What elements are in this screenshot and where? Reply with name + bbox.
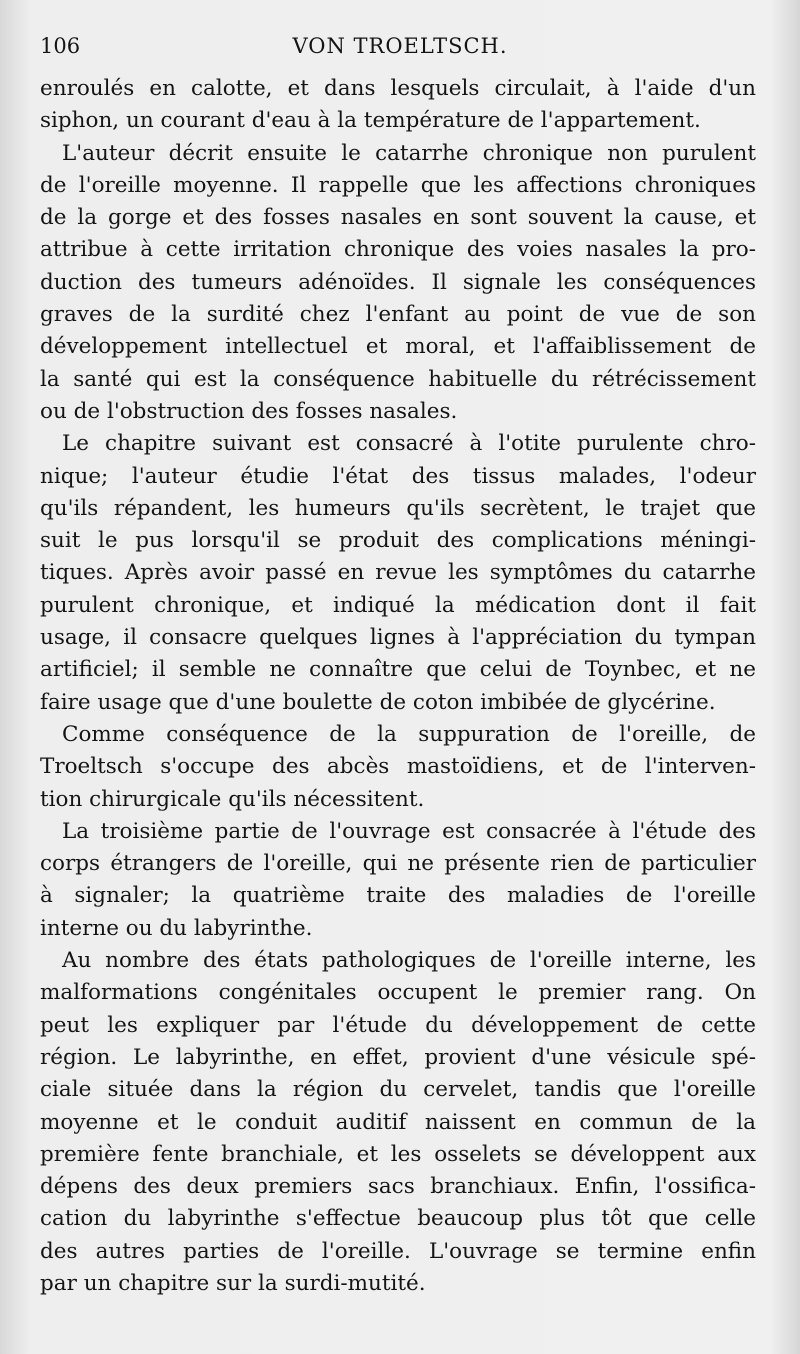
- running-head: VON TROELTSCH.: [292, 34, 508, 58]
- text-line: Au nombre des états pathologiques de l'oreille interne, les: [62, 948, 756, 974]
- text-line: des autres parties de l'oreille. L'ouvrage se termine enfin: [40, 1238, 756, 1264]
- text-line: nique; l'auteur étudie l'état des tissus malades, l'odeur: [40, 463, 756, 489]
- page-header: [40, 34, 760, 66]
- text-line: corps étrangers de l'oreille, qui ne présente rien de particulier: [40, 851, 756, 877]
- text-line: cation du labyrinthe s'effectue beaucoup plus tôt que celle: [40, 1206, 756, 1232]
- text-line: faire usage que d'une boulette de coton imbibée de glycérine.: [40, 689, 716, 715]
- text-line: malformations congénitales occupent le premier rang. On: [40, 980, 756, 1006]
- text-line: développement intellectuel et moral, et l'affaiblissement de: [40, 334, 756, 360]
- text-line: duction des tumeurs adénoïdes. Il signale les conséquences: [40, 269, 756, 295]
- text-line: purulent chronique, et indiqué la médication dont il fait: [40, 592, 756, 618]
- text-line: dépens des deux premiers sacs branchiaux. Enfin, l'ossifica-: [40, 1174, 756, 1200]
- text-line: suit le pus lorsqu'il se produit des complications méningi-: [40, 528, 756, 554]
- text-line: première fente branchiale, et les osselets se développent aux: [40, 1141, 756, 1167]
- text-line: ou de l'obstruction des fosses nasales.: [40, 398, 458, 424]
- text-line: graves de la surdité chez l'enfant au point de vue de son: [40, 302, 756, 328]
- text-line: moyenne et le conduit auditif naissent en commun de la: [40, 1109, 756, 1135]
- body-text: [40, 73, 756, 1300]
- text-line: Troeltsch s'occupe des abcès mastoïdiens, et de l'interven-: [40, 754, 756, 780]
- text-line: Le chapitre suivant est consacré à l'otite purulente chro-: [62, 431, 756, 457]
- text-line: enroulés en calotte, et dans lesquels circulait, à l'aide d'un: [40, 76, 756, 101]
- text-line: ciale située dans la région du cervelet, tandis que l'oreille: [40, 1077, 756, 1103]
- text-line: siphon, un courant d'eau à la température de l'appartement.: [40, 108, 701, 134]
- text-line: de la gorge et des fosses nasales en sont souvent la cause, et: [40, 205, 756, 231]
- text-line: Comme conséquence de la suppuration de l'oreille, de: [62, 721, 756, 747]
- text-line: de l'oreille moyenne. Il rappelle que les affections chroniques: [40, 172, 756, 198]
- text-line: artificiel; il semble ne connaître que celui de Toynbec, et ne: [40, 657, 756, 683]
- page-number: 106: [40, 34, 81, 58]
- text-line: peut les expliquer par l'étude du développement de cette: [40, 1012, 756, 1038]
- text-line: L'auteur décrit ensuite le catarrhe chronique non purulent: [62, 140, 756, 166]
- text-line: La troisième partie de l'ouvrage est consacrée à l'étude des: [62, 818, 756, 844]
- text-line: attribue à cette irritation chronique des voies nasales la pro-: [40, 237, 756, 263]
- text-line: usage, il consacre quelques lignes à l'appréciation du tympan: [40, 625, 756, 651]
- text-line: à signaler; la quatrième traite des maladies de l'oreille: [40, 883, 756, 909]
- text-line: par un chapitre sur la surdi-mutité.: [40, 1270, 426, 1296]
- text-line: région. Le labyrinthe, en effet, provient d'une vésicule spé-: [40, 1044, 756, 1070]
- text-line: qu'ils répandent, les humeurs qu'ils secrètent, le trajet que: [40, 495, 756, 521]
- text-line: interne ou du labyrinthe.: [40, 915, 313, 941]
- text-line: la santé qui est la conséquence habituelle du rétrécissement: [40, 366, 756, 392]
- text-line: tion chirurgicale qu'ils nécessitent.: [40, 786, 425, 812]
- text-line: tiques. Après avoir passé en revue les symptômes du catarrhe: [40, 560, 756, 586]
